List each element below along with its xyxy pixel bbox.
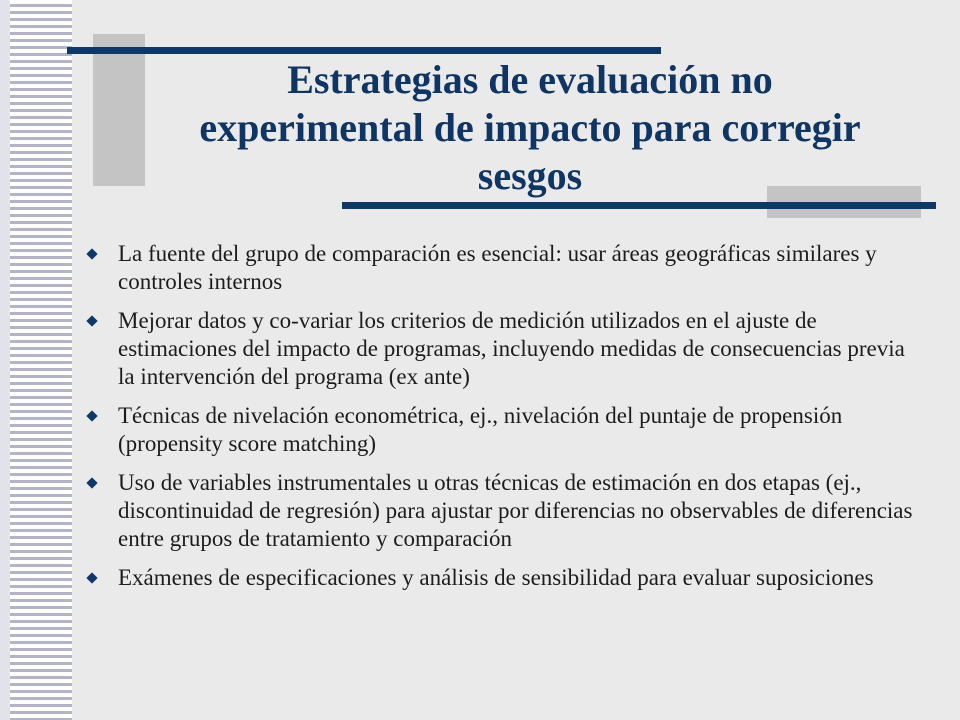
- striped-sidebar-decoration: [0, 0, 72, 720]
- bullet-text: Técnicas de nivelación econométrica, ej., nivelación del puntaje de propensión (propensity score matching): [118, 403, 843, 456]
- gray-accent-block-left: [93, 34, 145, 186]
- diamond-bullet-icon: [86, 410, 97, 421]
- bullet-item: [118, 307, 918, 391]
- diamond-bullet-icon: [86, 572, 97, 583]
- title-bar-bottom: [342, 202, 936, 209]
- diamond-bullet-icon: [86, 248, 97, 259]
- bullet-text: Uso de variables instrumentales u otras técnicas de estimación en dos etapas (ej., discontinuidad de regresión) para ajustar por diferencias no observables de diferencias entre grupos de tratamiento y comparación: [118, 470, 913, 551]
- bullet-item: [118, 469, 918, 553]
- bullet-item: [118, 402, 918, 458]
- diamond-bullet-icon: [86, 315, 97, 326]
- slide-title: Estrategias de evaluación no experimental de impacto para corregir sesgos: [199, 57, 861, 198]
- bullet-text: Mejorar datos y co-variar los criterios de medición utilizados en el ajuste de estimaciones del impacto de programas, incluyendo medidas de consecuencias previa la intervención del programa (ex ante): [118, 308, 905, 389]
- bullet-list: [118, 240, 918, 603]
- bullet-item: [118, 564, 918, 592]
- bullet-text: La fuente del grupo de comparación es esencial: usar áreas geográficas similares y controles internos: [118, 241, 877, 294]
- bullet-item: [118, 240, 918, 296]
- title-bar-top: [67, 47, 661, 54]
- diamond-bullet-icon: [86, 477, 97, 488]
- bullet-text: Exámenes de especificaciones y análisis de sensibilidad para evaluar suposiciones: [118, 565, 874, 590]
